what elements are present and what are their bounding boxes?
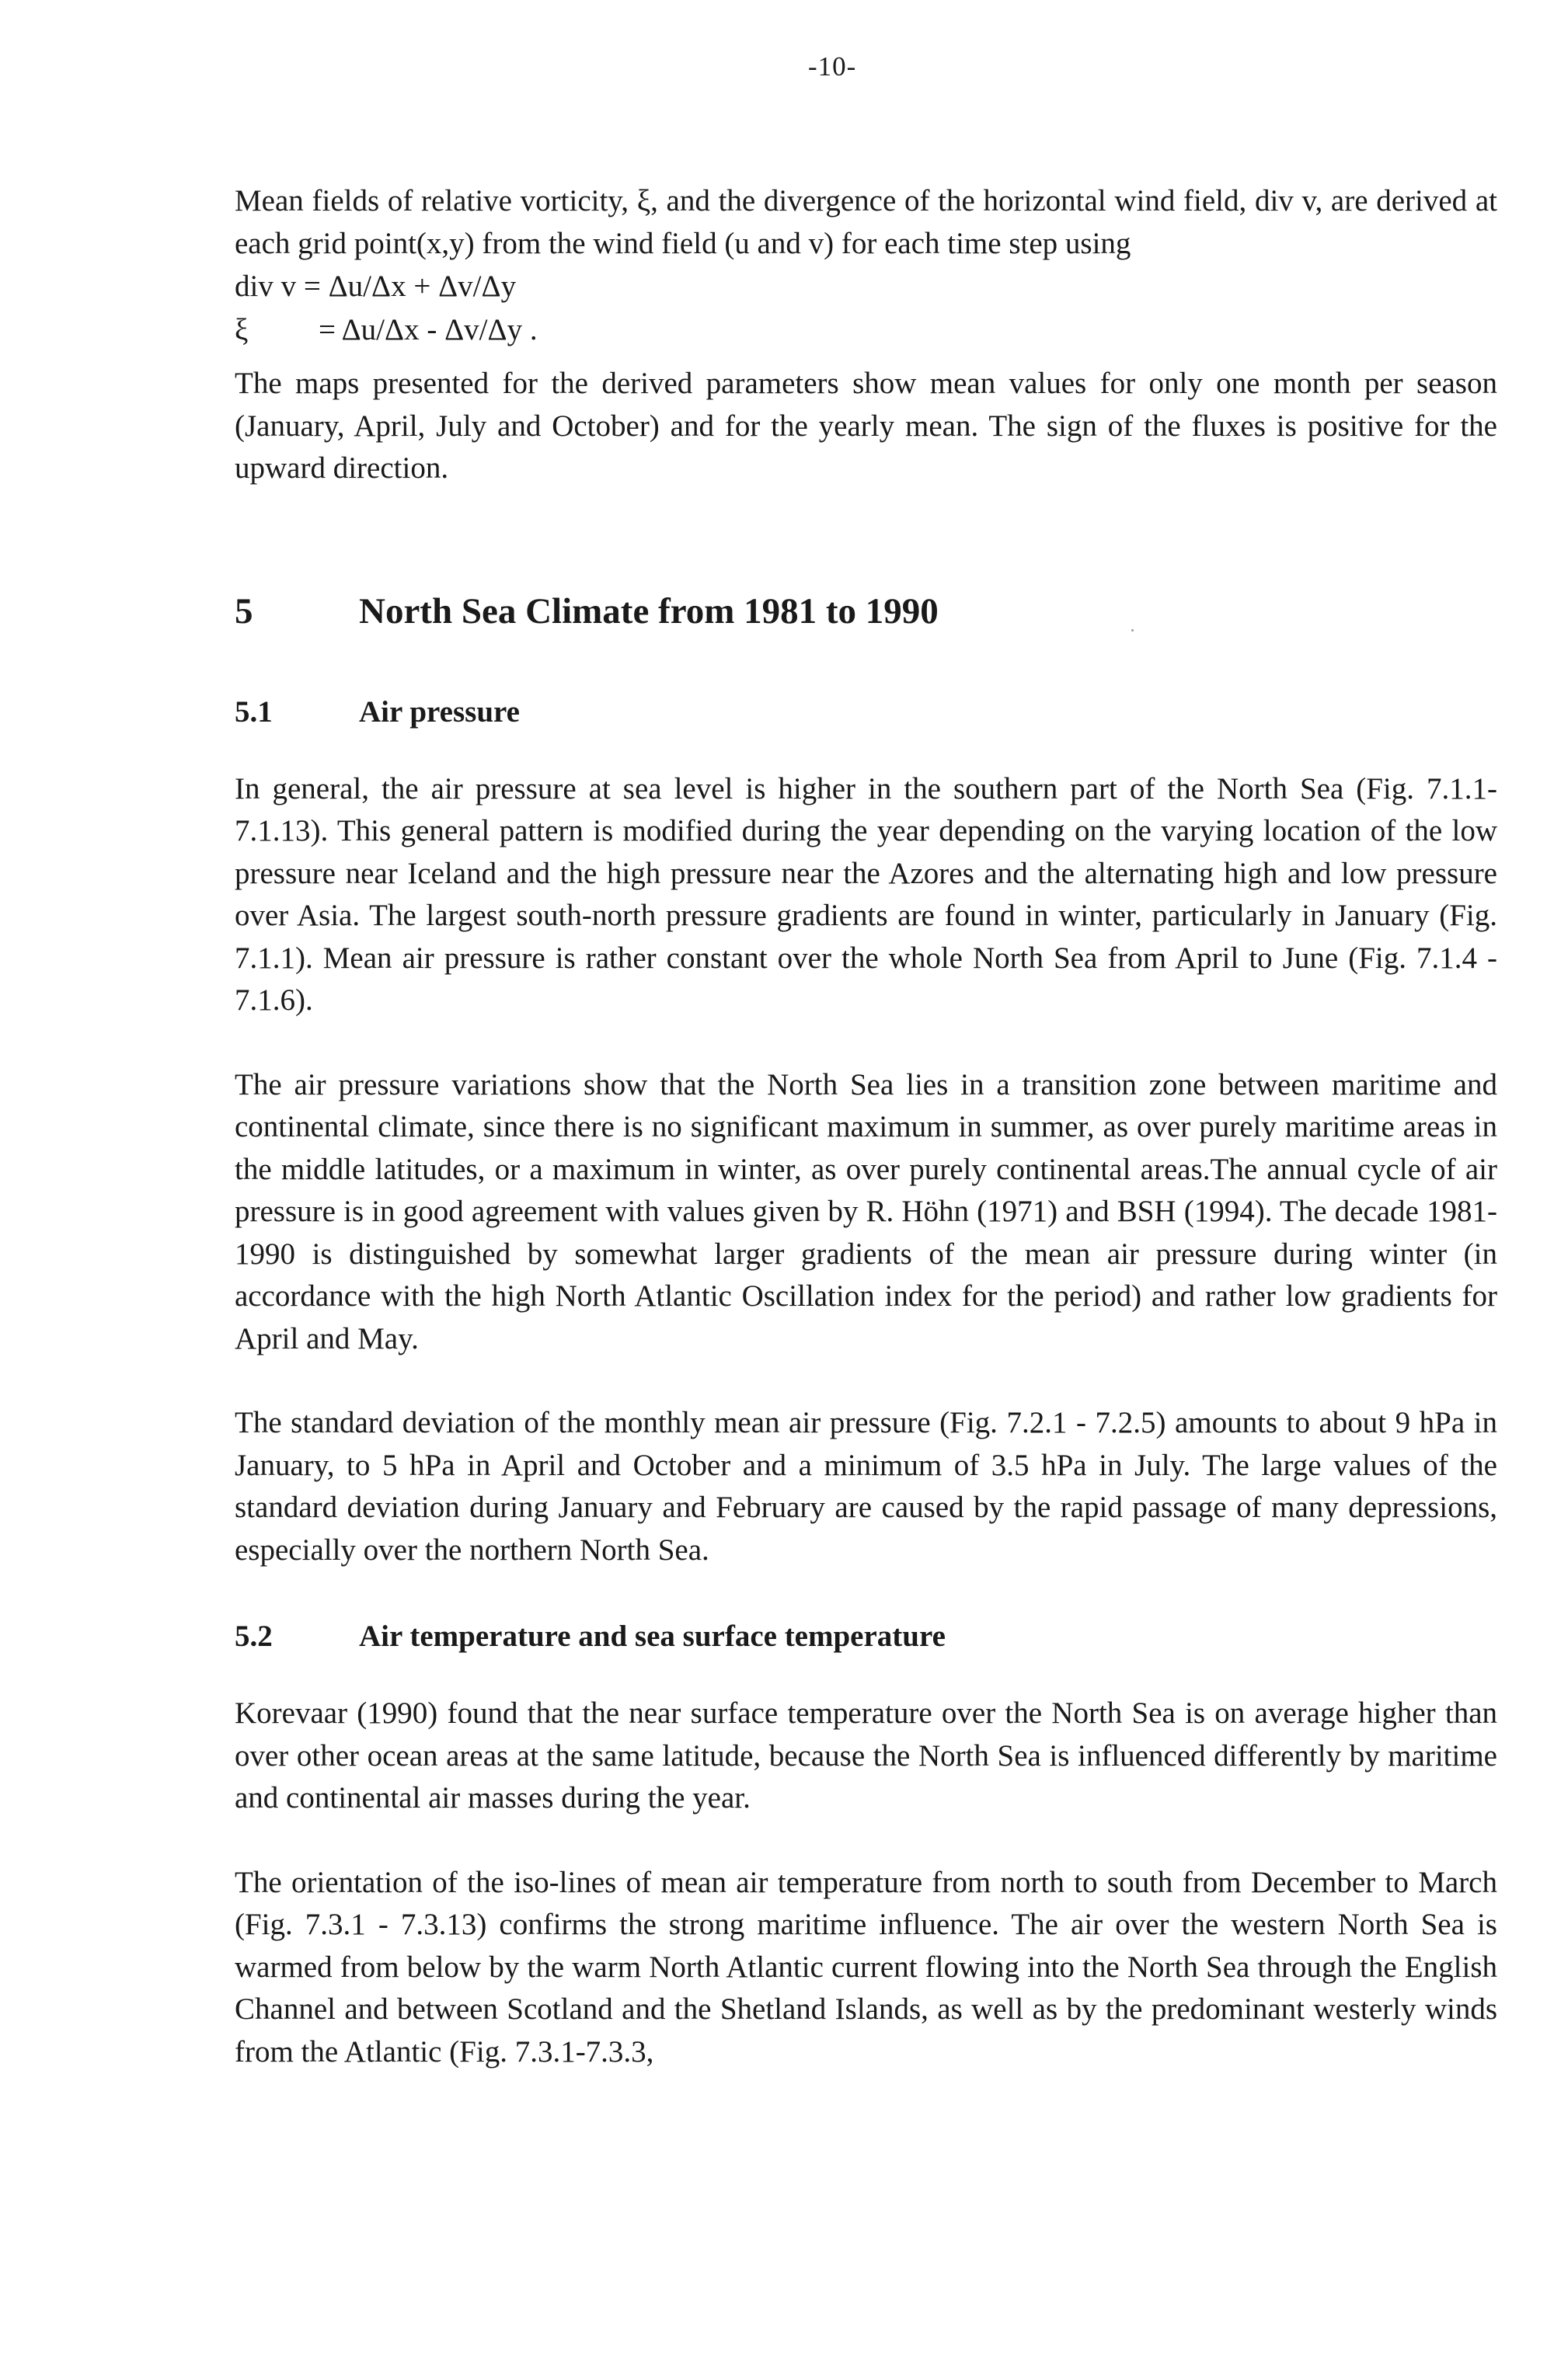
section-5-1-title: Air pressure — [359, 694, 520, 729]
formula-divergence-rhs: = Δu/Δx + Δv/Δy — [303, 270, 517, 303]
section-5-2-title: Air temperature and sea surface temperature — [359, 1620, 946, 1653]
formula-vorticity-lhs: ξ — [235, 313, 249, 346]
section-5-1-paragraph-3: The standard deviation of the monthly mean air pressure (Fig. 7.2.1 - 7.2.5) amounts to about 9 hPa in January, to 5 hPa in April and October and a minimum of 3.5 hPa in July. The large values of the standard deviation during January and February are caused by the rapid passage of many depressions, especially over the northern North Sea. — [235, 1406, 1497, 1567]
section-5-number: 5 — [235, 590, 253, 632]
section-5-heading — [235, 588, 1497, 635]
section-5-1-heading — [235, 691, 1497, 734]
formula-vorticity-rhs: = Δu/Δx - Δv/Δy . — [319, 313, 538, 346]
intro-paragraph-2: The maps presented for the derived parameters show mean values for only one month per season (January, April, July and October) and for the yearly mean. The sign of the fluxes is positive for the upward direction. — [235, 367, 1497, 485]
section-5-1-paragraph-2: The air pressure variations show that the North Sea lies in a transition zone between maritime and continental climate, since there is no significant maximum in summer, as over purely maritime areas in the middle latitudes, or a maximum in winter, as over purely continental areas.The annual cycle of air pressure is in good agreement with values given by R. Höhn (1971) and BSH (1994). The decade 1981-1990 is distinguished by somewhat larger gradients of the mean air pressure during winter (in accordance with the high North Atlantic Oscillation index for the period) and rather low gradients for April and May. — [235, 1067, 1497, 1355]
section-5-2-paragraph-1: Korevaar (1990) found that the near surface temperature over the North Sea is on average higher than over other ocean areas at the same latitude, because the North Sea is influenced differently by maritime and continental air masses during the year. — [235, 1696, 1497, 1815]
formula-divergence — [235, 265, 1497, 308]
page-number: -10- — [808, 51, 857, 82]
intro-paragraph-1: Mean fields of relative vorticity, ξ, and the divergence of the horizontal wind field, div v, are derived at each grid point(x,y) from the wind field (u and v) for each time step using — [235, 184, 1497, 260]
section-5-2-heading — [235, 1615, 1497, 1658]
page-body — [235, 180, 1497, 2073]
section-5-1-paragraph-1: In general, the air pressure at sea level is higher in the southern part of the North Sea (Fig. 7.1.1-7.1.13). This general pattern is modified during the year depending on the varying location of the low pressure near Iceland and the high pressure near the Azores and the alternating high and low pressure over Asia. The largest south-north pressure gradients are found in winter, particularly in January (Fig. 7.1.1). Mean air pressure is rather constant over the whole North Sea from April to June (Fig. 7.1.4 - 7.1.6). — [235, 771, 1497, 1017]
section-5-2-paragraph-2: The orientation of the iso-lines of mean air temperature from north to south from December to March (Fig. 7.3.1 - 7.3.13) confirms the strong maritime influence. The air over the western North Sea is warmed from below by the warm North Atlantic current flowing into the North Sea through the English Channel and between Scotland and the Shetland Islands, as well as by the predominant westerly winds from the Atlantic (Fig. 7.3.1-7.3.3, — [235, 1865, 1497, 2069]
section-5-1-number: 5.1 — [235, 694, 273, 729]
formula-divergence-lhs: div v — [235, 270, 297, 303]
section-5-title: North Sea Climate from 1981 to 1990 — [359, 590, 939, 632]
section-5-2-number: 5.2 — [235, 1620, 273, 1653]
formula-vorticity — [235, 308, 1497, 352]
